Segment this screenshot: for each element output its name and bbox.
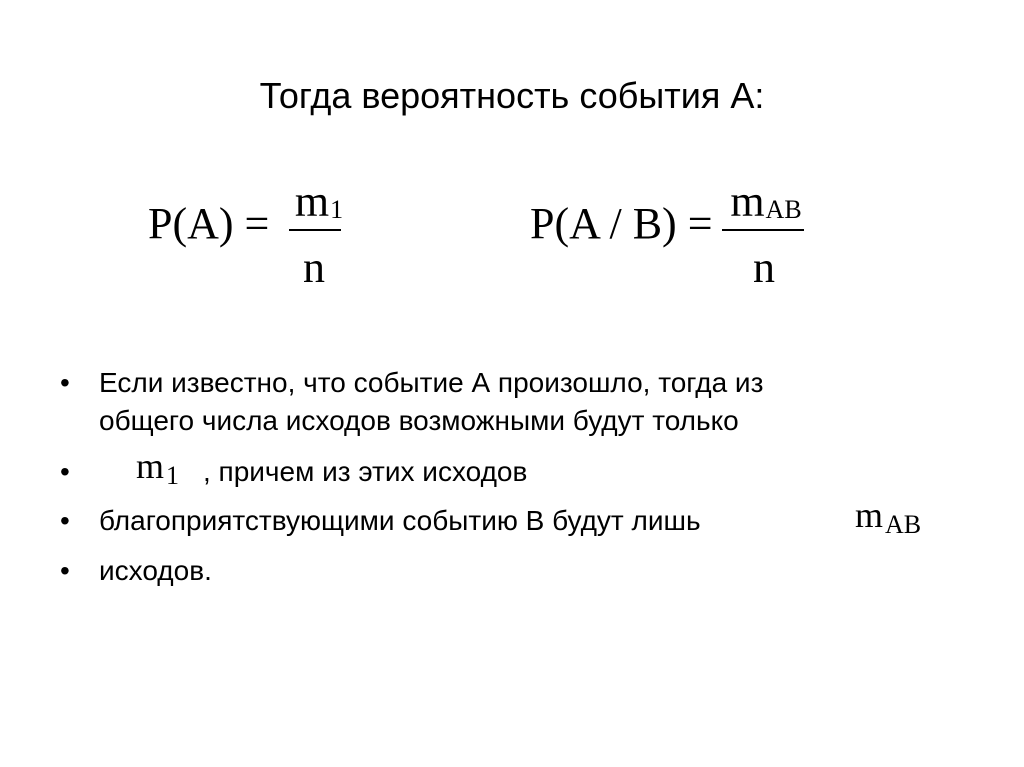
bullet-marker: • <box>60 367 70 398</box>
numerator-base: m <box>294 177 330 226</box>
bullet-marker: • <box>60 555 70 586</box>
bullet-marker: • <box>60 456 70 487</box>
bullet-text-line: исходов. <box>99 555 212 586</box>
numerator-subscript: AB <box>765 195 802 224</box>
math-subscript: 1 <box>166 461 180 490</box>
numerator-base: m <box>730 177 765 226</box>
bullet-text-line: благоприятствующими событию В будут лишь <box>99 505 701 536</box>
bullet-text-line: , причем из этих исходов <box>203 456 528 487</box>
slide-title: Тогда вероятность события А: <box>259 75 765 116</box>
formula-lhs: P(A / B) = <box>530 199 713 248</box>
inline-math-mab <box>855 495 922 539</box>
formula-denominator: n <box>753 243 775 292</box>
bullet-marker: • <box>60 505 70 536</box>
bullet-text-line: Если известно, что событие А произошло, тогда из <box>99 367 764 398</box>
numerator-subscript: 1 <box>330 195 344 224</box>
formula-lhs: P(A) = <box>148 199 270 248</box>
formula-denominator: n <box>303 243 325 292</box>
math-subscript: AB <box>885 510 922 539</box>
math-base: m <box>855 495 884 535</box>
math-base: m <box>136 446 165 486</box>
inline-math-m1 <box>136 446 180 490</box>
bullet-text-line: общего числа исходов возможными будут только <box>99 405 739 436</box>
